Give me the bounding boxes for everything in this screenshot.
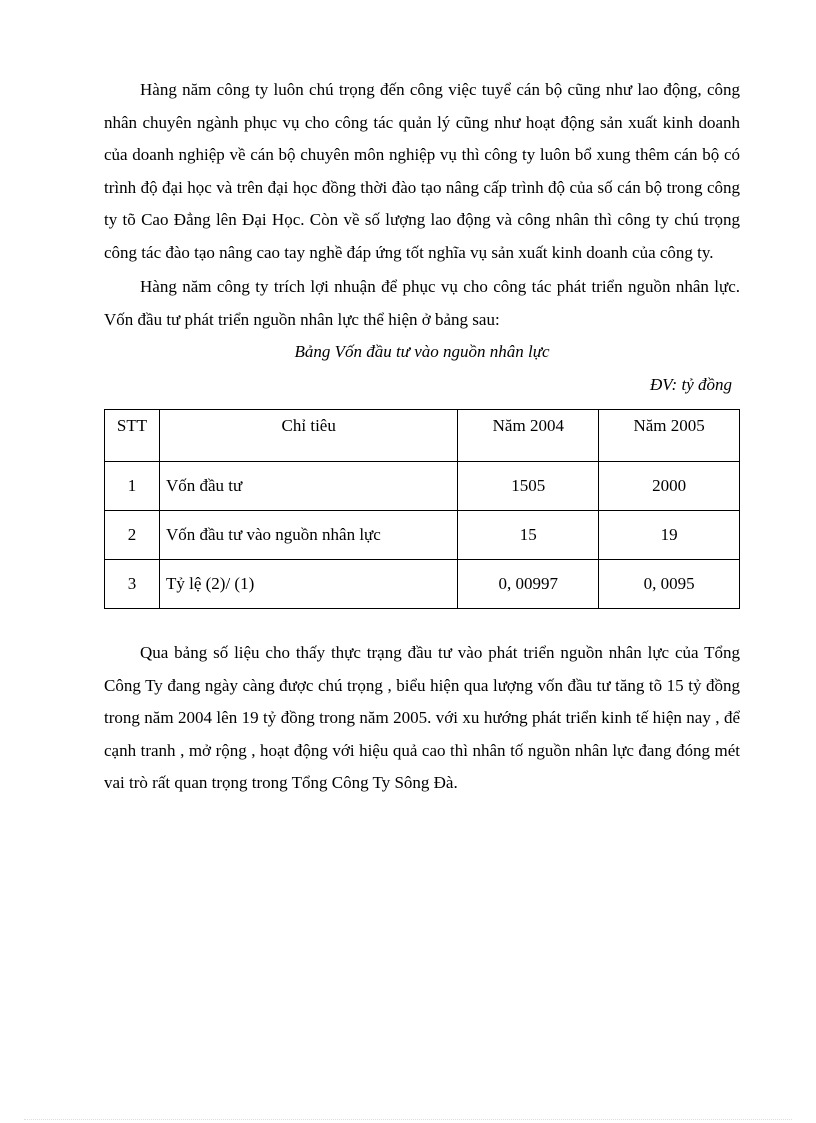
cell-indicator: Vốn đầu tư: [159, 462, 457, 511]
cell-value-2005: 0, 0095: [599, 560, 740, 609]
header-stt: STT: [105, 410, 160, 462]
cell-indicator: Vốn đầu tư vào nguồn nhân lực: [159, 511, 457, 560]
cell-indicator: Tỷ lệ (2)/ (1): [159, 560, 457, 609]
cell-value-2004: 15: [458, 511, 599, 560]
page-bottom-border: [24, 1119, 792, 1120]
cell-value-2004: 0, 00997: [458, 560, 599, 609]
table-row: [105, 462, 740, 511]
cell-value-2004: 1505: [458, 462, 599, 511]
header-indicator: Chỉ tiêu: [159, 410, 457, 462]
paragraph-investment-intro: Hàng năm công ty trích lợi nhuận để phục vụ cho công tác phát triển nguồn nhân lực. Vốn đầu tư phát triển nguồn nhân lực thể hiện ở bảng sau:: [104, 277, 740, 329]
cell-stt: 1: [105, 462, 160, 511]
cell-stt: 3: [105, 560, 160, 609]
paragraph-staff-training: Hàng năm công ty luôn chú trọng đến công việc tuyể cán bộ cũng như lao động, công nhân chuyên ngành phục vụ cho công tác quản lý cũng như hoạt động sản xuất kinh doanh của doanh nghiệp về cán bộ chuyên môn nghiệp vụ thì công ty luôn bổ xung thêm cán bộ có trình độ đại học và trên đại học đồng thời đào tạo nâng cấp trình độ của số cán bộ trong công ty tõ Cao Đẳng lên Đại Học. Còn về số lượng lao động và công nhân thì công ty chú trọng công tác đào tạo nâng cao tay nghề đáp ứng tốt nghĩa vụ sản xuất kinh doanh của công ty.: [104, 80, 740, 262]
cell-value-2005: 2000: [599, 462, 740, 511]
header-year-2005: Năm 2005: [599, 410, 740, 462]
table-row: [105, 511, 740, 560]
cell-stt: 2: [105, 511, 160, 560]
paragraph-conclusion: Qua bảng số liệu cho thấy thực trạng đầu tư vào phát triển nguồn nhân lực của Tổng Công Ty đang ngày càng được chú trọng , biểu hiện qua lượng vốn đầu tư tăng tõ 15 tỷ đồng trong năm 2004 lên 19 tỷ đồng trong năm 2005. với xu hướng phát triển kinh tế hiện nay , để cạnh tranh , mở rộng , hoạt động với hiệu quả cao thì nhân tố nguồn nhân lực đang đóng mét vai trò rất quan trọng trong Tổng Công Ty Sông Đà.: [104, 643, 740, 792]
table-caption: Bảng Vốn đầu tư vào nguồn nhân lực: [294, 342, 550, 361]
table-unit: ĐV: tỷ đồng: [650, 375, 732, 394]
header-year-2004: Năm 2004: [458, 410, 599, 462]
table-header-row: [105, 410, 740, 462]
cell-value-2005: 19: [599, 511, 740, 560]
document-page: [104, 74, 740, 800]
table-row: [105, 560, 740, 609]
investment-table: [104, 409, 740, 609]
